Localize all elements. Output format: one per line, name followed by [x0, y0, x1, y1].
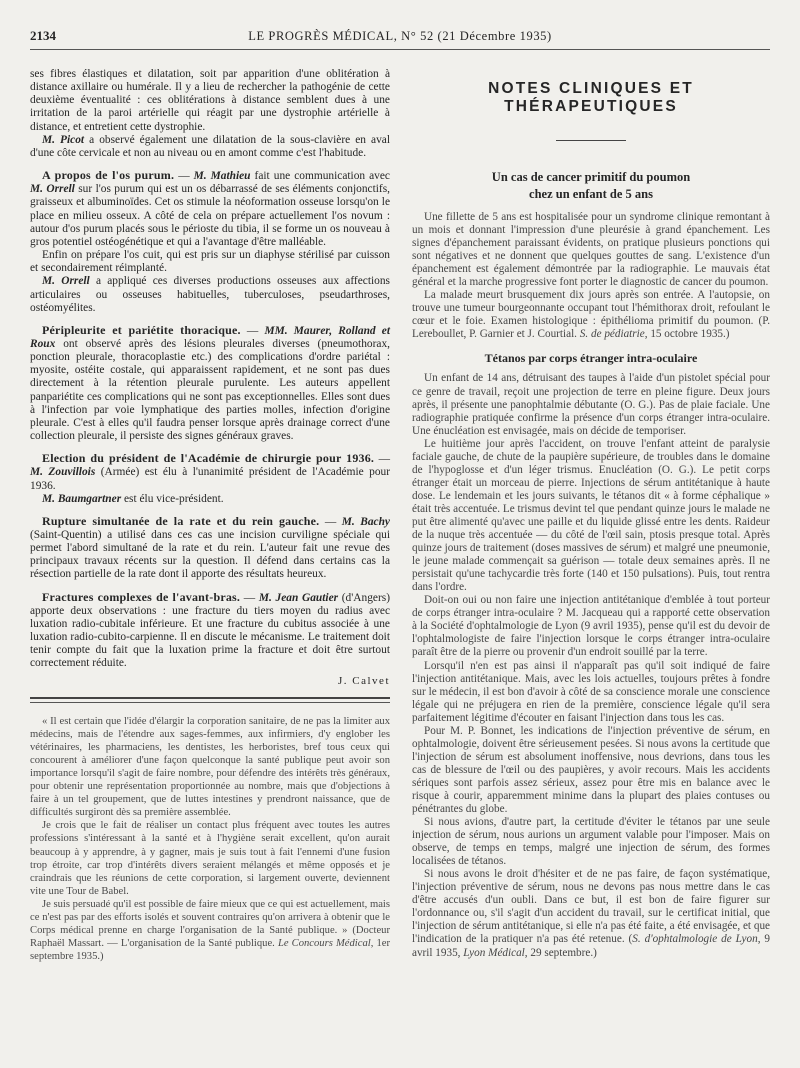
section-election: Election du président de l'Académie de chirurgie pour 1936. — M. Zouvillois (Armée) est élu à l'unanimité président de l'Académie pour 1936.: [30, 451, 391, 492]
left-column: [30, 68, 390, 963]
case-paragraph: Doit-on oui ou non faire une injection antitétanique d'emblée à tout porteur de corps étranger intra-oculaire ? M. Jacqueau qui a rapporté cette observation à la Société d'ophtalmologie de Lyon (9 avril 1935), pense qu'il est du devoir de l'ophtalmologiste de faire l'injection lorsque le corps étranger intra-oculaire paraît être de la pierre ou provenir d'un endroit souillé par la terre.: [412, 594, 770, 659]
case-title: Tétanos par corps étranger intra-oculaire: [484, 351, 698, 366]
source-name: Le Concours Médical: [277, 938, 371, 950]
running-header: [30, 28, 770, 50]
section-title: Election du président de l'Académie de chirurgie pour 1936.: [42, 451, 375, 466]
case-paragraph: Lorsqu'il n'en est pas ainsi il n'apparaît pas qu'il soit indiqué de faire l'injection antitétanique. Mais, avec les lois actuelles, toujours prêtes à fondre sur le médecin, il est bon d'avoir à côté de sa conscience morale une conscience légale qui ne préjugera en rien de la première, conscience légale qu'il sera parfaitement légitime d'écouter en faisant l'injection dans tous les cas.: [412, 659, 770, 724]
source-name: S. d'ophtalmologie de Lyon: [632, 933, 758, 946]
case-paragraph: Le huitième jour après l'accident, on trouve l'enfant atteint de paralysie faciale gauche, de chute de la paupière supérieure, de troubles dans le domaine de l'hypoglosse et d'un léger trismus. Enucléation (O. G.). Le petit corps étranger était un morceau de pierre. Injections de sérum antitétanique à haute dose. Le lendemain et les jours suivants, le tétanos dit « à forme céphalique » était très accentuée. Le trismus devint tel que pendant quinze jours le malade ne put être alimenté qu'avec une paille et du liquide glissé entre les dents. Raideur de la nuque très accentuée — du côté de l'œil sain, ptosis presque total. Après quinze jours de traitement (doses massives de sérum) et malgré une pneumonie, le jeune malade commençait sa guérison — totale deux semaines après. Il ne persistait qu'une tachycardie très forte (140 et 150 pulsations). Puis, tout rentra dans l'ordre.: [412, 437, 770, 594]
section-heading: NOTES CLINIQUES ET THÉRAPEUTIQUES: [488, 80, 694, 115]
quote-paragraph: Je suis persuadé qu'il est possible de faire mieux que ce qui est actuellement, mais ce n'est pas par des efforts isolés et souvent contraires qu'on arrivera à obtenir que le Corps médical prenne en charge l'organisation de la Santé publique. » (Docteur Raphaël Massart. — L'organisation de la Santé publique. Le Concours Médical, 1er septembre 1935.): [30, 898, 390, 963]
title-rule: [556, 140, 626, 141]
author-signature: J. Calvet: [338, 674, 390, 687]
case-paragraph: Un enfant de 14 ans, détruisant des taupes à l'aide d'un pistolet spécial pour ce genre de travail, reçoit une projection de terre en pleine figure. Deux jours après, il présente une panophtalmie débutante (O. G.). Pas de plaie faciale. Une radiographie pratiquée confirme la présence d'un corps étranger intra-oculaire. Une énucléation est envisagée, mais on décide de temporiser.: [412, 372, 770, 437]
section-fractures-avant-bras: Fractures complexes de l'avant-bras. — M. Jean Gautier (d'Angers) apporte deux observations : une fracture du tiers moyen du radius avec luxation radio-cubitale inférieure. Et une fracture du cubitus associée à une luxation radio-cubito-carpienne. Il en discute le mécanisme. Le traitement doit tenir compte du fait que la luxation prime la fracture et doit être surtout correctement réduite.: [30, 589, 390, 670]
intro-paragraph: ses fibres élastiques et dilatation, soit par apparition d'une oblitération à distance axillaire ou humérale. Il y a lieu de rechercher la pathogénie de cette deuxième éventualité : ces oblitérations à distance semblent dues à une irritation de la paroi artérielle qui réagit par une dystrophie artérielle à distance, et entretient cette dystrophie.: [30, 68, 390, 133]
case-paragraph: Pour M. P. Bonnet, les indications de l'injection préventive de sérum, en ophtalmologie, doivent être sérieusement pesées. Si nous avons la certitude que l'injection de sérum est absolument inoffensive, nous devrions, dans tous les cas de blessure de l'œil ou des paupières, y avoir recours. Mais les accidents sériques sont parfois assez sérieux, assez pour être mis en balance avec le risque à courir, apparemment minime dans la plupart des plaies contuses ou pénétrantes du globe.: [412, 724, 770, 816]
section-peripleurite: Péripleurite et pariétite thoracique. — MM. Maurer, Rolland et Roux ont observé après des lésions pleurales diverses (pneumothorax, ponction pleurale, thoracoplastie etc.) des complications d'ordre pariétal : myosite, ostéite costale, qui apparaissent rapidement, et ne sont pas dues directement à la rétention pleurale purulente. Les auteurs appellent panpariétite ces complications qui ne sont pas exceptionnelles. Elles sont dues à l'infection par voie lymphatique des parties molles, infection d'origine pleurale. C'est à elles qu'il faudra penser lorsque après drainage correct d'une collection pleurale, il persiste des signes généraux graves.: [30, 322, 391, 443]
section-title: Péripleurite et pariétite thoracique.: [42, 322, 241, 337]
vice-president-paragraph: M. Baumgartner est élu vice-président.: [42, 492, 224, 505]
author-name: M. Picot: [42, 133, 85, 146]
journal-title: LE PROGRÈS MÉDICAL, N° 52 (21 Décembre 1935): [248, 29, 552, 43]
section-rupture-rate-rein: Rupture simultanée de la rate et du rein gauche. — M. Bachy (Saint-Quentin) a utilisé dans ces cas une incision curviligne spéciale qui permet l'abord simultané de la rate et du rein. L'auteur fait une revue des principaux travaux récents sur la question. Il défend dans certains cas la résection partielle de la rate dont il apporte des résultats heureux.: [30, 513, 390, 581]
orrell-paragraph: M. Orrell a appliqué ces diverses productions osseuses aux affections articulaires ou osseuses habituelles, tuberculoses, pseudarthroses, ostéomyélites.: [30, 275, 390, 314]
header-rule: [30, 49, 770, 50]
section-separator-thin: [30, 702, 390, 703]
section-os-purum: A propos de l'os purum. — M. Mathieu fait une communication avec M. Orrell sur l'os purum qui est un os débarrassé de ses éléments conjonctifs, graisseux et albuminoïdes. Cet os stimule la néoformation osseuse lorsqu'on le place en milieu osseux. A côté de cela on prépare actuellement l'os novum : autour d'os purum placés sous le périoste du tibia, il se forme un os nouveau à gros potentiel ostéogénétique et qui a l'avantage d'être malléable.: [30, 168, 390, 248]
page-number: 2134: [30, 28, 56, 43]
quote-paragraph: Je crois que le fait de réaliser un contact plus fréquent avec toutes les autres professions s'intéressant à la santé et à l'hygiène serait excellent, qu'on aurait beaucoup à y apprendre, à y gagner, mais je suis tout à fait l'ennemi d'une fusion trop étroite, car trop d'intérêts divers seraient mélangés et même opposés et je craindrais que les réunions de cette corporation, si largement ouverte, deviennent vite une Tour de Babel.: [30, 820, 390, 897]
case-paragraph: Une fillette de 5 ans est hospitalisée pour un syndrome clinique remontant à un mois et donnant l'impression d'une pleurésie à grand épanchement. Les signes d'épanchement paraissant évidents, on pratique plusieurs ponctions qui sont négatives et ne donnent que quelques gouttes de sang. L'existence d'un épanchement est également démontrée par la radiographie. Le mauvais état général et la marche progressive font porter le diagnostic de cancer du poumon.: [412, 211, 770, 289]
case-title: Un cas de cancer primitif du poumon chez un enfant de 5 ans: [491, 170, 691, 201]
case-paragraph: Si nous avions, d'autre part, la certitude d'éviter le tétanos par une seule injection de sérum, nous aurions un argument valable pour l'imposer. Mais on observe, de temps en temps, malgré une injection de sérum, des formes localisées de tétanos.: [412, 816, 770, 868]
section-title: A propos de l'os purum.: [42, 168, 175, 183]
source-name: Lyon Médical: [463, 946, 525, 959]
source-name: S. de pédiatrie: [579, 328, 645, 341]
quote-paragraph: « Il est certain que l'idée d'élargir la corporation sanitaire, de ne pas la limiter aux médecins, mais de l'étendre aux sages-femmes, aux infirmiers, d'y englober les vétérinaires, les pharmaciens, les dentistes, les herboristes, bref tous ceux qui concourent à améliorer d'une façon quelconque la santé publique peut avoir son importance lorsqu'il s'agit de faire nombre, pour défendre des intérêts très généraux, pour obtenir une représentation proportionnée au nombre, mais que d'objections à faire à un tel groupement, que de luttes intestines y prendront naissance, que de difficultés surgiront dès sa première assemblée.: [30, 715, 390, 819]
case-paragraph: Si nous avons le droit d'hésiter et de ne pas faire, de façon systématique, l'injection préventive de sérum, nous ne devons pas nous mettre dans le cas d'être accusés d'un oubli. Dans ce but, il est bon de faire figurer sur l'ordonnance ou, s'il s'agit d'un accident du travail, sur le certificat initial, que l'injection de sérum antitétanique, si elle n'a pas été faite, a été envisagée, et que l'indication de la pratiquer n'a pas été retenue. (S. d'ophtalmologie de Lyon, 9 avril 1935, Lyon Médical, 29 septembre.): [412, 868, 771, 959]
section-title: Rupture simultanée de la rate et du rein gauche.: [42, 513, 320, 528]
section-separator: [30, 697, 390, 699]
right-column: [412, 68, 770, 960]
os-cuit-paragraph: Enfin on prépare l'os cuit, qui est pris sur un diaphyse stérilisé par cuisson et secondairement réimplanté.: [30, 249, 390, 275]
section-title: Fractures complexes de l'avant-bras.: [42, 589, 241, 604]
picot-paragraph: M. Picot a observé également une dilatation de la sous-clavière en aval d'une côte cervicale et non au niveau ou en amont comme c'est l'habitude.: [30, 133, 390, 159]
case-paragraph: La malade meurt brusquement dix jours après son entrée. A l'autopsie, on trouve une tumeur bourgeonnante occupant tout l'hémithorax droit, refoulant le cœur et le foie. Examen histologique : épithélioma primitif du poumon. (P. Lereboullet, P. Garnier et J. Courtial. S. de pédiatrie, 15 octobre 1935.): [412, 289, 770, 341]
